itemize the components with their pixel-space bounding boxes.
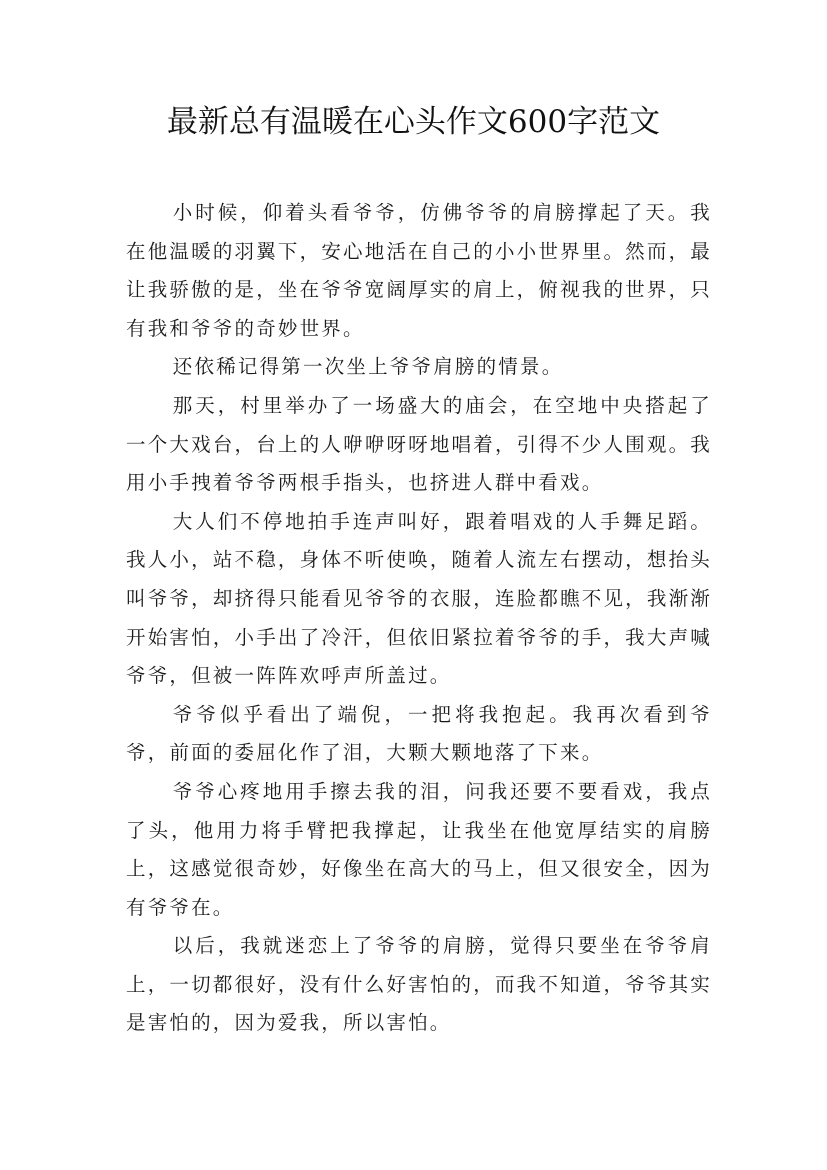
paragraph-7: 以后，我就迷恋上了爷爷的肩膀，觉得只要坐在爷爷肩上，一切都很好，没有什么好害怕的，而我不知道，爷爷其实是害怕的，因为爱我，所以害怕。 (126, 934, 712, 1035)
paragraph-5: 爷爷似乎看出了端倪，一把将我抱起。我再次看到爷爷，前面的委屈化作了泪，大颗大颗地落了下来。 (126, 702, 712, 765)
paragraph-1: 小时候，仰着头看爷爷，仿佛爷爷的肩膀撑起了天。我在他温暖的羽翼下，安心地活在自己的小小世界里。然而，最让我骄傲的是，坐在爷爷宽阔厚实的肩上，俯视我的世界，只有我和爷爷的奇妙世界。 (126, 201, 712, 340)
paragraph-3: 那天，村里举办了一场盛大的庙会，在空地中央搭起了一个大戏台，台上的人咿咿呀呀地唱着，引得不少人围观。我用小手拽着爷爷两根手指头，也挤进人群中看戏。 (126, 393, 712, 495)
document-body (126, 194, 712, 1043)
document-title: 最新总有温暖在心头作文600字范文 (166, 104, 661, 140)
paragraph-2: 还依稀记得第一次坐上爷爷肩膀的情景。 (172, 355, 564, 379)
paragraph-4: 大人们不停地拍手连声叫好，跟着唱戏的人手舞足蹈。我人小，站不稳，身体不听使唤，随着人流左右摆动，想抬头叫爷爷，却挤得只能看见爷爷的衣服，连脸都瞧不见，我渐渐开始害怕，小手出了冷汗，但依旧紧拉着爷爷的手，我大声喊爷爷，但被一阵阵欢呼声所盖过。 (126, 509, 712, 688)
paragraph-6: 爷爷心疼地用手擦去我的泪，问我还要不要看戏，我点了头，他用力将手臂把我撑起，让我坐在他宽厚结实的肩膀上，这感觉很奇妙，好像坐在高大的马上，但又很安全，因为有爷爷在。 (126, 779, 712, 919)
